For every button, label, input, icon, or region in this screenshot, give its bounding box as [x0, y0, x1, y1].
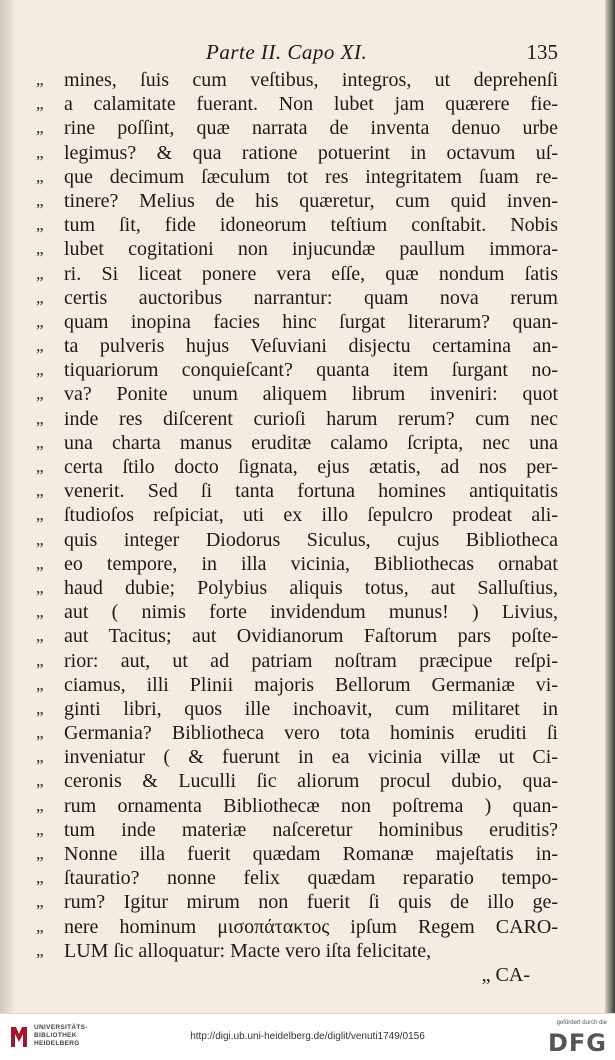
quote-mark: „ [36, 771, 44, 791]
text-line [36, 915, 558, 939]
line-text: ri. Si liceat ponere vera eſſe, quæ nondum ſatis [64, 262, 558, 285]
line-text: haud dubie; Polybius aliquis totus, aut Salluſtius, [64, 576, 558, 599]
line-text: Nonne illa fuerit quædam Romanæ majeſtatis in- [64, 843, 558, 865]
text-line [36, 358, 558, 382]
running-head [58, 40, 558, 70]
line-text: una charta manus eruditæ calamo ſcripta, nec una [64, 431, 558, 454]
quote-mark: „ [36, 457, 44, 476]
text-line [36, 576, 558, 600]
line-text: mines, ſuis cum veſtibus, integros, ut deprehenſi [64, 69, 558, 91]
line-text: inveniatur ( & fuerunt in ea vicinia villæ ut Ci- [64, 746, 558, 769]
quote-mark: „ [36, 698, 44, 718]
text-line [36, 503, 558, 527]
quote-mark: „ [36, 674, 44, 694]
line-text: tum inde materiæ naſceretur hominibus eruditis? [64, 818, 558, 841]
text-line [36, 382, 558, 406]
quote-mark: „ [36, 408, 44, 428]
line-text: ſtauratio? nonne felix quædam reparatio tempo- [64, 867, 558, 890]
funder-caption: gefördert durch die [556, 1020, 607, 1026]
text-line [36, 68, 558, 92]
text-line [36, 842, 558, 866]
quote-mark: „ [36, 118, 44, 138]
text-line [36, 745, 558, 769]
line-text: quam inopina facies hinc ſurgat literarum? quan- [64, 310, 558, 333]
quote-mark: „ [36, 868, 44, 888]
text-line [36, 141, 558, 165]
line-text: tinere? Melius de his quæretur, cum quid inven- [64, 189, 558, 212]
line-text: nere hominum μισοπάτακτος ipſum Regem CARO- [64, 915, 558, 938]
text-line [36, 794, 558, 818]
quote-mark: „ [36, 432, 44, 452]
line-text: tum ſit, fide idoneorum teſtium conſtabit. Nobis [64, 214, 558, 237]
catchword-row [36, 963, 558, 987]
page-number: 135 [526, 40, 558, 64]
quote-mark: „ [36, 529, 44, 549]
quote-mark: „ [36, 747, 44, 767]
logo-text-line1: UNIVERSITÄTS- [34, 1024, 88, 1031]
quote-mark: „ [36, 190, 44, 210]
quote-mark: „ [36, 166, 44, 186]
quote-mark: „ [36, 819, 44, 839]
quote-mark: „ [36, 650, 44, 670]
quote-mark: „ [36, 142, 44, 162]
page-edge-left [0, 0, 14, 1013]
line-text: inde res diſcerent curioſi harum rerum? cum nec [64, 407, 558, 430]
quote-mark: „ [36, 94, 44, 114]
line-text: va? Ponite unum aliquem librum inveniri: quot [64, 383, 558, 406]
text-line [36, 286, 558, 310]
quote-mark: „ [36, 916, 44, 936]
quote-mark: „ [36, 360, 44, 380]
line-text: rum? Igitur mirum non fuerit ſi quis de illo ge- [64, 891, 558, 914]
quote-mark: „ [36, 602, 44, 622]
quote-mark: „ [36, 940, 44, 960]
text-line [36, 213, 558, 237]
line-text: ciamus, illi Plinii majoris Bellorum Germaniæ vi- [64, 673, 558, 696]
text-line [36, 818, 558, 842]
text-line [36, 92, 558, 116]
line-text: ceronis & Luculli ſic aliorum procul dubio, qua- [64, 770, 558, 793]
quote-mark: „ [36, 481, 44, 501]
quote-mark: „ [36, 215, 44, 235]
text-line [36, 310, 558, 334]
quote-mark: „ [36, 70, 44, 89]
line-text: venerit. Sed ſi tanta fortuna homines antiquitatis [64, 480, 558, 503]
text-line [36, 237, 558, 261]
line-text: LUM ſic alloquatur: Macte vero iſta felicitate, [64, 939, 432, 962]
quote-mark: „ [36, 505, 44, 525]
catchword: „ CA- [481, 963, 530, 986]
line-text: que decimum ſæculum tot res integritatem ſuam re- [64, 165, 558, 188]
quote-mark: „ [36, 553, 44, 573]
text-line [36, 407, 558, 431]
text-line [36, 479, 558, 503]
text-line [36, 939, 558, 963]
line-text: rine poſſint, quæ narrata de inventa denuo urbe [64, 117, 558, 140]
quote-mark: „ [36, 577, 44, 597]
logo-text-line2: BIBLIOTHEK [34, 1032, 77, 1039]
text-line [36, 552, 558, 576]
text-line [36, 673, 558, 697]
line-text: aut Tacitus; aut Ovidianorum Faſtorum pars poſte- [64, 625, 558, 648]
quote-mark: „ [36, 626, 44, 646]
text-block [36, 68, 558, 987]
quote-mark: „ [36, 892, 44, 912]
line-text: eo tempore, in illa vicinia, Bibliothecas ornabat [64, 552, 558, 575]
quote-mark: „ [36, 287, 44, 307]
line-text: lubet cogitationi non injucundæ paullum immora- [64, 238, 558, 261]
text-line [36, 165, 558, 189]
permalink-link[interactable]: http://digi.ub.uni-heidelberg.de/diglit/venuti1749/0156 [190, 1031, 425, 1042]
page-edge-right [605, 0, 615, 1013]
quote-mark: „ [36, 311, 44, 331]
text-line [36, 189, 558, 213]
quote-mark: „ [36, 336, 44, 356]
text-line [36, 769, 558, 793]
line-text: certis auctoribus narrantur: quam nova rerum [64, 286, 558, 309]
permalink [0, 1031, 615, 1042]
line-text: certa ſtilo docto ſignata, ejus ætatis, ad nos per- [64, 456, 558, 478]
quote-mark: „ [36, 844, 44, 863]
quote-mark: „ [36, 263, 44, 283]
line-text: tiquariorum conquieſcant? quanta item ſurgant no- [64, 359, 558, 382]
line-text: legimus? & qua ratione potuerint in octavum uſ- [64, 141, 558, 164]
text-line [36, 528, 558, 552]
text-line [36, 697, 558, 721]
text-line [36, 431, 558, 455]
line-text: rum ornamenta Bibliothecæ non poſtrema ) quan- [64, 794, 558, 817]
text-line [36, 116, 558, 140]
text-line [36, 600, 558, 624]
line-text: a calamitate fuerant. Non lubet jam quærere fie- [64, 93, 558, 116]
line-text: aut ( nimis forte invidendum munus! ) Livius, [64, 601, 558, 624]
text-line [36, 624, 558, 648]
quote-mark: „ [36, 384, 44, 404]
line-text: rior: aut, ut ad patriam noſtram præcipue reſpi- [64, 649, 558, 672]
line-text: quis integer Diodorus Siculus, cujus Bibliotheca [64, 528, 558, 551]
viewer-footer [0, 1013, 615, 1060]
text-line [36, 455, 558, 479]
text-line [36, 866, 558, 890]
text-line [36, 262, 558, 286]
logo-text-line3: HEIDELBERG [34, 1040, 80, 1047]
text-line [36, 334, 558, 358]
line-text: ſtudioſos reſpiciat, uti ex illo ſepulcro prodeat ali- [64, 504, 558, 527]
text-line [36, 649, 558, 673]
text-line [36, 890, 558, 914]
line-text: Germania? Bibliotheca vero tota hominis eruditi ſi [64, 722, 558, 745]
quote-mark: „ [36, 239, 44, 259]
quote-mark: „ [36, 723, 44, 743]
line-text: ta pulveris hujus Veſuviani disjectu certamina an- [64, 335, 558, 358]
running-head-title: Parte II. Capo XI. [206, 40, 368, 64]
line-text: ginti libri, quos ille inchoavit, cum militaret in [64, 697, 558, 720]
dfg-logo[interactable]: DFG [547, 1029, 607, 1057]
text-line [36, 721, 558, 745]
quote-mark: „ [36, 795, 44, 815]
